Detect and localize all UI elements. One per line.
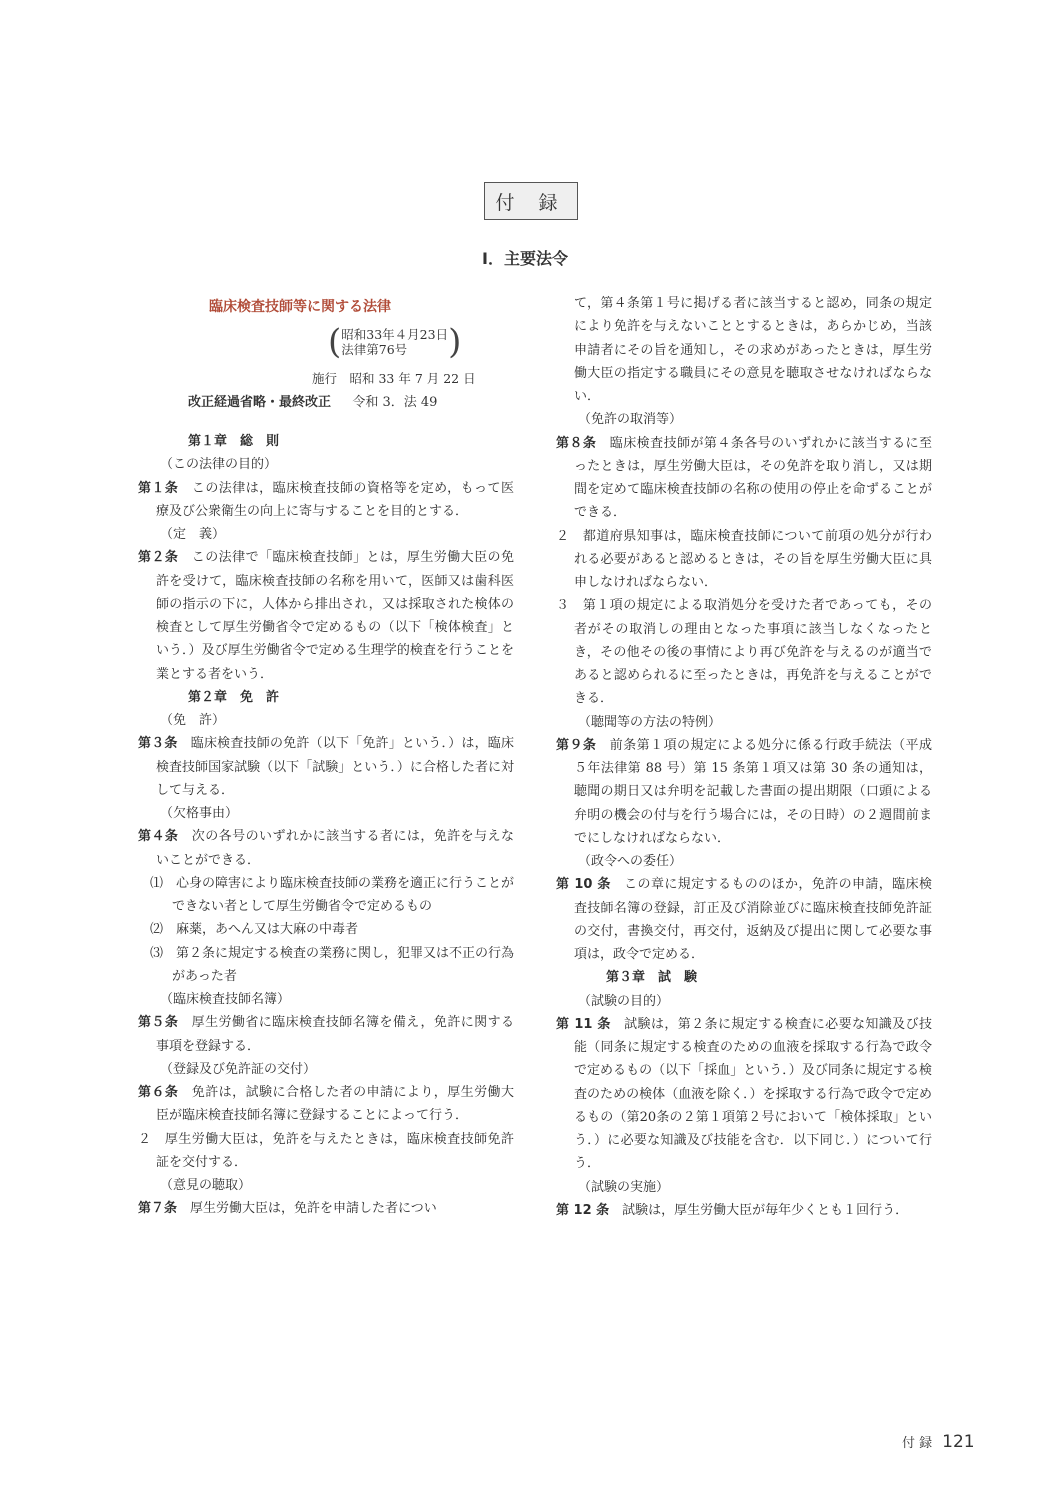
chapter-heading: 第３章 試 験 (606, 970, 698, 986)
article: 第１条 この法律は，臨床検査技師の資格等を定め，もって医療及び公衆衛生の向上に寄与することを目的とする． (138, 480, 514, 519)
enforcement-date: 施行 昭和 33 年 7 月 22 日 (312, 371, 476, 386)
list-item: ⑵ 麻薬，あへん又は大麻の中毒者 (150, 922, 359, 938)
article-caption: （試験の目的） (578, 993, 670, 1009)
section-title: Ⅰ．主要法令 (482, 249, 568, 268)
article-caption: （定 義） (160, 527, 226, 542)
article-caption: （免 許） (160, 713, 226, 728)
article: 第６条 免許は，試験に合格した者の申請により，厚生労働大臣が臨床検査技師名簿に登録することによって行う． (138, 1085, 514, 1124)
open-paren: ( (328, 322, 342, 362)
left-column (138, 430, 514, 1221)
article: 第５条 厚生労働省に臨床検査技師名簿を備え，免許に関する事項を登録する． (138, 1015, 514, 1054)
list-item: ⑶ 第２条に規定する検査の業務に関し，犯罪又は不正の行為があった者 (150, 945, 515, 984)
article-continuation: て，第４条第１号に掲げる者に該当すると認め，同条の規定により免許を与えないこととするときは，あらかじめ，当該申請者にその旨を通知し，その求めがあったときは，厚生労働大臣の指定する職員にその意見を聴取させなければならない． (574, 296, 932, 404)
law-title: 臨床検査技師等に関する法律 (209, 299, 391, 315)
page-number: 121 (942, 1432, 975, 1452)
article: 第４条 次の各号のいずれかに該当する者には，免許を与えないことができる． (138, 829, 514, 868)
article: 第 11 条 試験は，第２条に規定する検査に必要な知識及び技能（同条に規定する検査のための血液を採取する行為で政令で定めるもの（以下「採血」という．）及び同条に規定する検査のための検体（血液を除く．）を採取する行為で政令で定めるもの（第20条の２第１項第２号において「検体採取」という．）に必要な知識及び技能を含む．以下同じ．）について行う． (556, 1016, 932, 1172)
article: 第７条 厚生労働大臣は，免許を申請した者につい (138, 1201, 437, 1217)
article-caption: （聴聞等の方法の特例） (578, 714, 722, 730)
amendment-info (188, 391, 437, 410)
article: 第３条 臨床検査技師の免許（以下「免許」という．）は，臨床検査技師国家試験（以下「試験」という．）に合格した者に対して与える． (138, 736, 514, 798)
amendment-value: 令和 3．法 49 (352, 395, 438, 410)
article-caption: （政令への委任） (578, 854, 683, 869)
list-item: ⑴ 心身の障害により臨床検査技師の業務を適正に行うことができない者として厚生労働省令で定めるもの (150, 875, 515, 914)
close-paren: ) (448, 322, 462, 362)
article-paragraph: ３ 第１項の規定による取消処分を受けた者であっても，その者がその取消しの理由となった事項に該当しなくなったとき，その他その後の事情により再び免許を与えるのが適当であると認められるに至ったときは，再免許を与えることができる． (556, 598, 932, 707)
article-caption: （欠格事由） (160, 806, 239, 821)
article: 第 10 条 この章に規定するもののほか，免許の申請，臨床検査技師名簿の登録，訂正及び消除並びに臨床検査技師免許証の交付，書換交付，再交付，返納及び提出に関して必要な事項は，政令で定める． (556, 877, 932, 962)
chapter-heading: 第２章 免 許 (188, 689, 280, 705)
article: 第９条 前条第１項の規定による処分に係る行政手続法（平成５年法律第 88 号）第 15 条第１項又は第 30 条の通知は，聴聞の期日又は弁明を記載した書面の提出期限（口頭による弁明の機会の付与を行う場合には，その日時）の２週間前までにしなければならない． (556, 737, 932, 846)
law-number-text: 法律第76号 (341, 342, 408, 357)
article-paragraph: ２ 都道府県知事は，臨床検査技師について前項の処分が行われる必要があると認めるときは，その旨を厚生労働大臣に具申しなければならない． (556, 528, 932, 590)
appendix-label: 付 録 (484, 182, 578, 220)
article: 第 12 条 試験は，厚生労働大臣が毎年少くとも１回行う． (556, 1202, 909, 1218)
amendment-label: 改正経過省略・最終改正 (188, 395, 332, 410)
article-caption: （臨床検査技師名簿） (160, 992, 291, 1007)
law-number (328, 324, 461, 360)
page-footer (902, 1432, 975, 1452)
right-column (556, 292, 932, 1222)
article: 第８条 臨床検査技師が第４条各号のいずれかに該当するに至ったときは，厚生労働大臣は，その免許を取り消し，又は期間を定めて臨床検査技師の名称の使用の停止を命ずることができる． (556, 435, 932, 521)
article: 第２条 この法律で「臨床検査技師」とは，厚生労働大臣の免許を受けて，臨床検査技師の名称を用いて，医師又は歯科医師の指示の下に，人体から排出され，又は採取された検体の検査として厚生労働省令で定めるもの（以下「検体検査」という．）及び厚生労働省令で定める生理学的検査を行うことを業とする者をいう． (138, 550, 514, 682)
footer-label: 付 録 (902, 1436, 933, 1451)
article-caption: （この法律の目的） (160, 457, 278, 473)
law-date: 昭和33年４月23日 (341, 327, 449, 342)
article-caption: （登録及び免許証の交付） (160, 1061, 317, 1077)
chapter-heading: 第１章 総 則 (188, 434, 280, 449)
article-paragraph: ２ 厚生労働大臣は，免許を与えたときは，臨床検査技師免許証を交付する． (138, 1131, 514, 1170)
article-caption: （意見の聴取） (160, 1178, 252, 1193)
article-caption: （免許の取消等） (578, 412, 683, 428)
article-caption: （試験の実施） (578, 1179, 670, 1195)
